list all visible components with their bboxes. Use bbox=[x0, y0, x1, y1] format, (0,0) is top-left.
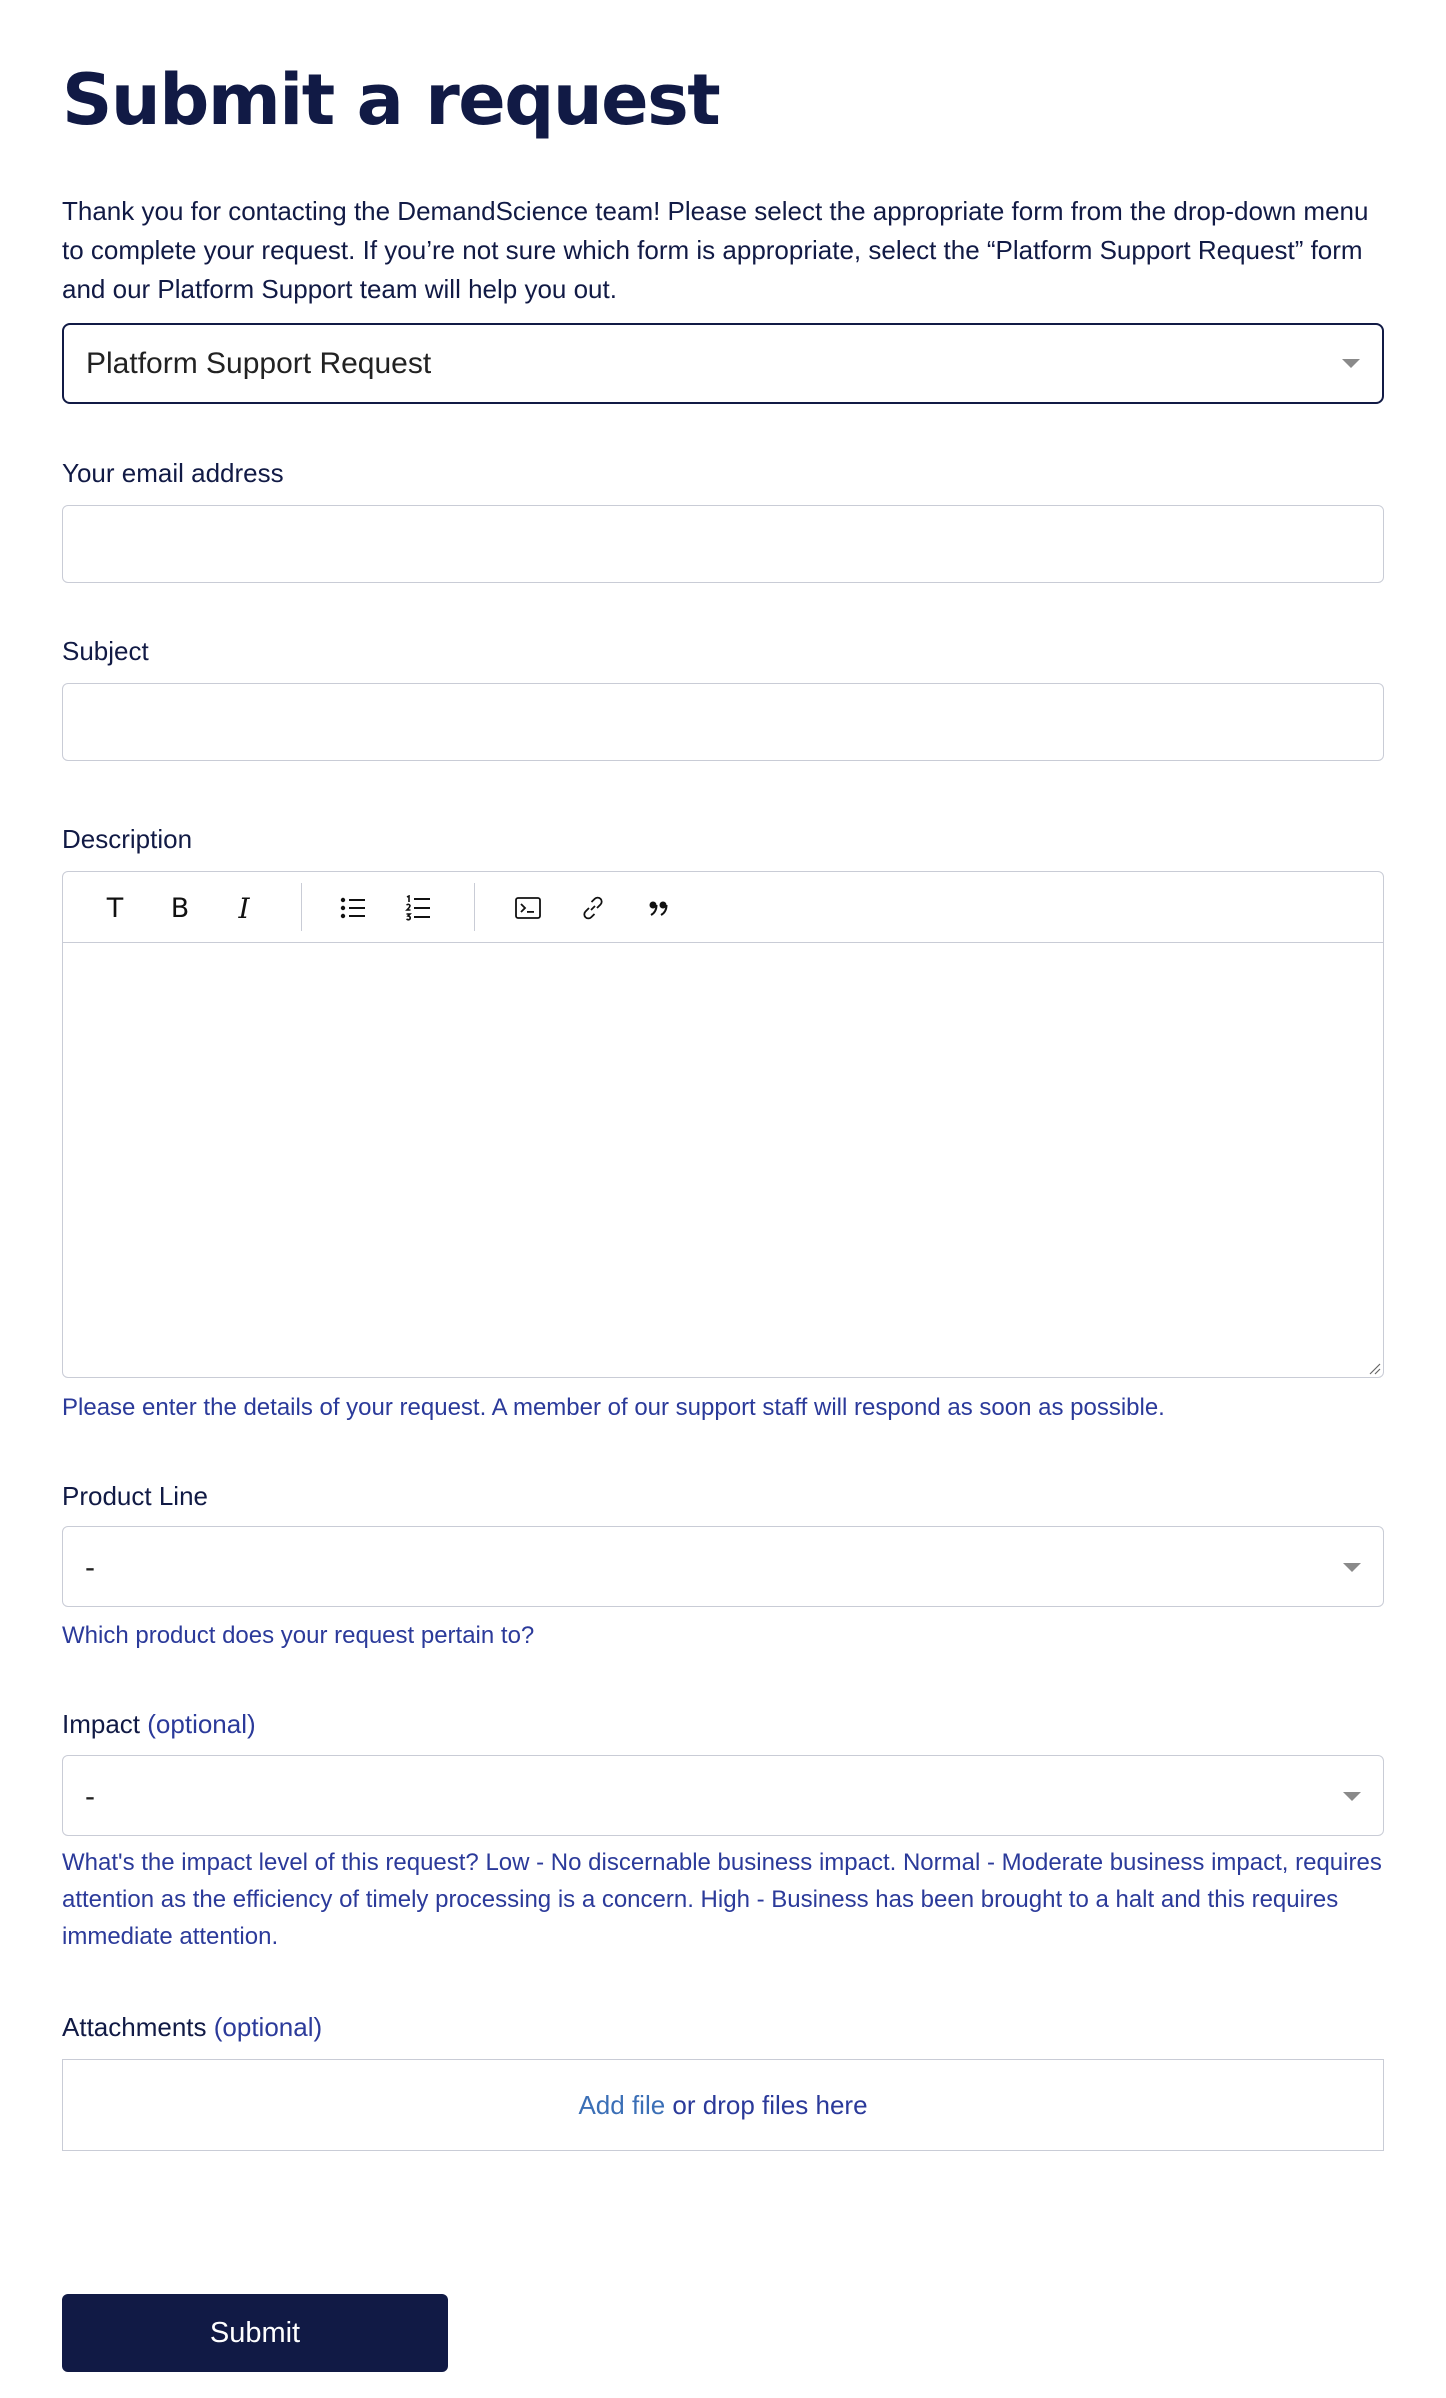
italic-label: I bbox=[238, 891, 250, 925]
numbered-list-button[interactable] bbox=[398, 888, 438, 928]
chevron-down-icon bbox=[1343, 1563, 1361, 1572]
bold-label: B bbox=[170, 892, 190, 924]
quote-icon bbox=[648, 899, 670, 917]
bold-button[interactable] bbox=[160, 888, 200, 928]
quote-button[interactable] bbox=[639, 888, 679, 928]
bulleted-list-icon bbox=[340, 896, 366, 920]
product-line-value: - bbox=[85, 1551, 95, 1584]
impact-label-text: Impact bbox=[62, 1709, 141, 1739]
product-line-select[interactable] bbox=[62, 1526, 1384, 1607]
description-label: Description bbox=[62, 824, 193, 854]
numbered-list-icon bbox=[405, 895, 431, 921]
subject-field[interactable] bbox=[62, 683, 1384, 761]
subject-label: Subject bbox=[62, 636, 149, 666]
attachments-label bbox=[62, 2011, 322, 2043]
toolbar-divider bbox=[474, 883, 475, 931]
impact-label bbox=[62, 1708, 256, 1740]
text-format-label: T bbox=[106, 892, 124, 924]
chevron-down-icon bbox=[1342, 359, 1360, 368]
editor-toolbar bbox=[63, 872, 1383, 943]
link-button[interactable] bbox=[573, 888, 613, 928]
resize-handle-icon[interactable] bbox=[1367, 1361, 1381, 1375]
chevron-down-icon bbox=[1343, 1792, 1361, 1801]
product-line-label: Product Line bbox=[62, 1481, 208, 1511]
product-line-hint: Which product does your request pertain to? bbox=[62, 1622, 535, 1649]
link-icon bbox=[580, 895, 606, 921]
impact-value: - bbox=[85, 1780, 95, 1813]
add-file-link[interactable]: Add file bbox=[578, 2090, 666, 2120]
description-editor[interactable] bbox=[62, 871, 1384, 1378]
attachment-dropzone[interactable] bbox=[62, 2059, 1384, 2151]
email-field[interactable] bbox=[62, 505, 1384, 583]
description-hint: Please enter the details of your request. A member of our support staff will respond as soon as possible. bbox=[62, 1394, 1165, 1421]
impact-select[interactable] bbox=[62, 1755, 1384, 1836]
drop-files-text: or drop files here bbox=[672, 2090, 868, 2120]
attachments-label-text: Attachments bbox=[62, 2012, 207, 2042]
code-block-button[interactable] bbox=[508, 888, 548, 928]
impact-hint: What's the impact level of this request? Low - No discernable business impact. Normal - Moderate business impact, requires attention as the efficiency of timely processing is a concern. High - Business has been brought to a halt and this requires immediate attention. bbox=[62, 1849, 1382, 1950]
intro-text: Thank you for contacting the DemandScience team! Please select the appropriate form from the drop-down menu to complete your request. If you’re not sure which form is appropriate, select the “Platform Support Request” form and our Platform Support team will help you out. bbox=[62, 196, 1369, 304]
bulleted-list-button[interactable] bbox=[333, 888, 373, 928]
attachments-optional-tag: (optional) bbox=[213, 2012, 323, 2042]
terminal-icon bbox=[515, 897, 541, 919]
form-type-select[interactable] bbox=[62, 323, 1384, 404]
form-type-value: Platform Support Request bbox=[86, 347, 432, 380]
page-title: Submit a request bbox=[62, 59, 720, 141]
submit-button[interactable]: Submit bbox=[62, 2294, 448, 2372]
email-label: Your email address bbox=[62, 458, 284, 488]
impact-optional-tag: (optional) bbox=[147, 1709, 256, 1739]
toolbar-divider bbox=[301, 883, 302, 931]
text-format-button[interactable] bbox=[95, 888, 135, 928]
italic-button[interactable] bbox=[224, 888, 264, 928]
